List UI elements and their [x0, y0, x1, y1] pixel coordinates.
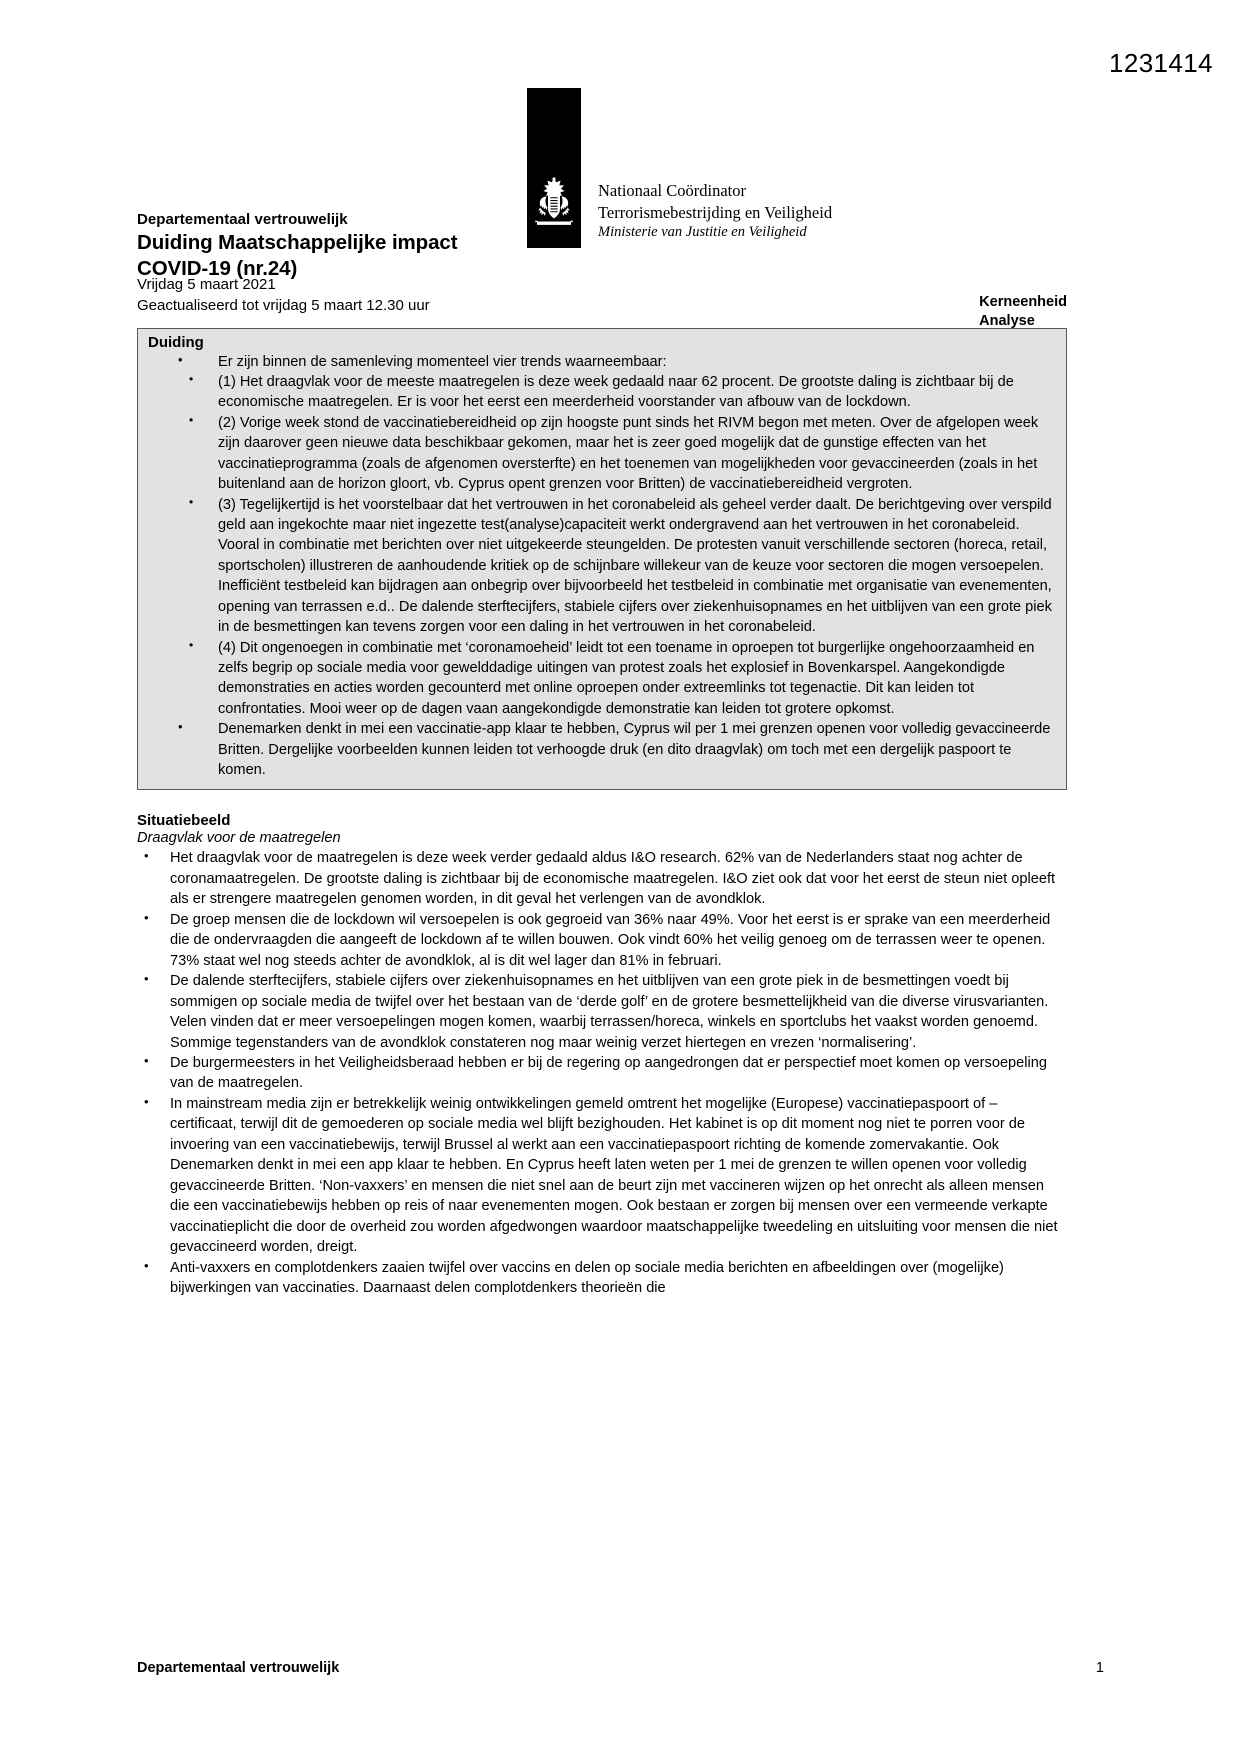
- title-block: [137, 211, 527, 282]
- page-footer: [137, 1660, 1104, 1676]
- list-item: [183, 495, 1056, 638]
- list-item-text: Er zijn binnen de samenleving momenteel vier trends waarneembaar:: [218, 353, 667, 370]
- duiding-list: [146, 352, 1056, 781]
- confidentiality-label: Departementaal vertrouwelijk: [137, 211, 348, 228]
- bullet-icon: •: [189, 494, 194, 509]
- list-item: [183, 413, 1056, 495]
- list-item-text: (1) Het draagvlak voor de meeste maatregelen is deze week gedaald naar 62 procent. De grootste daling is zichtbaar bij de economische maatregelen. Er is voor het eerst een meerderheid voorstander van afbouw van de lockdown.: [218, 374, 1014, 411]
- list-item: [146, 352, 1056, 720]
- logo-line-3: Ministerie van Justitie en Veiligheid: [598, 224, 807, 241]
- netherlands-coat-of-arms-icon: [527, 88, 581, 248]
- list-item: [146, 719, 1056, 780]
- bullet-icon: •: [144, 1093, 149, 1109]
- list-item-text: Denemarken denkt in mei een vaccinatie-app klaar te hebben, Cyprus wil per 1 mei grenzen openen voor volledig gevaccineerde Britten. Dergelijke voorbeelden kunnen leiden tot verhoogde druk (en dito draagvlak) om toch met een dergelijk paspoort te komen.: [218, 721, 1051, 779]
- issuing-unit-line-1: Kerneenheid: [979, 294, 1067, 310]
- list-item: [137, 848, 1067, 909]
- duiding-box: [137, 328, 1067, 791]
- bullet-icon: •: [144, 848, 149, 864]
- list-item: [137, 1053, 1067, 1094]
- document-date: Vrijdag 5 maart 2021: [137, 276, 276, 293]
- duiding-sublist: [189, 372, 1056, 719]
- situatiebeeld-list: [137, 848, 1067, 1298]
- document-meta: [137, 274, 1067, 330]
- list-item: [183, 372, 1056, 413]
- list-item-text: Het draagvlak voor de maatregelen is deze week verder gedaald aldus I&O research. 62% van de Nederlanders staat nog achter de coronamaatregelen. De grootste daling is zichtbaar bij de economische maatregelen. I&O ziet ook dat voor het eerst de steun niet opleeft als er strengere maatregelen genomen worden, in dit geval het verlengen van de avondklok.: [170, 850, 1056, 908]
- document-number: 1231414: [1108, 48, 1213, 78]
- list-item-text: (4) Dit ongenoegen in combinatie met ‘coronamoeheid’ leidt tot een toename in oproepen tot burgerlijke ongehoorzaamheid en zelfs begrip op sociale media voor gewelddadige uitingen van protest zoals het explosief in Bovenkarspel. Aangekondigde demonstraties en acties worden gecounterd met online oproepen onder extreemlinks tot tegenactie. Dit kan leiden tot confrontaties. Mooi weer op de dagen vaan aangekondigde demonstratie kan leiden tot grotere opkomst.: [218, 639, 1035, 717]
- list-item-text: De groep mensen die de lockdown wil versoepelen is ook gegroeid van 36% naar 49%. Voor het eerst is er sprake van een meerderheid die de ondervraagden die aangeeft de lockdown af te willen bouwen. Ook vindt 60% het veilig genoeg om de terrassen weer te openen. 73% staat wel nog steeds achter de avondklok, al is dit wel lager dan 81% in februari.: [170, 911, 1051, 969]
- issuing-unit: [979, 293, 1067, 332]
- list-item-text: (2) Vorige week stond de vaccinatiebereidheid op zijn hoogste punt sinds het RIVM begon met meten. Over de afgelopen week zijn daarover geen nieuwe data beschikbaar gekomen, maar het is zeer goed mogelijk dat de gunstige effecten van het vaccinatieprogramma (zoals de afgenomen oversterfte) en het toenemen van mogelijkheden voor gevaccineerden (zoals in het buitenland aan de horizon gloort, vb. Cyprus opent grenzen voor Britten) de vaccinatiebereidheid vergroten.: [218, 414, 1039, 493]
- footer-page-number: 1: [1095, 1660, 1104, 1676]
- situatiebeeld-subheading: Draagvlak voor de maatregelen: [137, 830, 341, 847]
- bullet-icon: •: [144, 1052, 149, 1068]
- bullet-icon: •: [189, 372, 194, 387]
- list-item-text: (3) Tegelijkertijd is het voorstelbaar dat het vertrouwen in het coronabeleid als geheel verder daalt. De berichtgeving over verspild geld aan ingekochte maar niet ingezette test(analyse)capaciteit werkt ondergravend aan het vertrouwen in het coronabeleid. Vooral in combinatie met berichten over niet uitgekeerde steungelden. De protesten vanuit verschillende sectoren (horeca, retail, sportscholen) illustreren de aanhoudende kritiek op de schijnbare willekeur van de keuze voor sectoren die mogen versoepelen. Inefficiënt testbeleid kan bijdragen aan onbegrip over bijvoorbeeld het testbeleid in combinatie met organisatie van evenementen, opening van terrassen e.d.. De dalende sterftecijfers, stabiele cijfers over ziekenhuisopnames en het uitblijven van een grote piek in de besmettingen kan tevens zorgen voor een daling in het vertrouwen in het coronabeleid.: [218, 496, 1052, 636]
- bullet-icon: •: [144, 971, 149, 987]
- document-content: [137, 88, 1067, 1298]
- duiding-heading: Duiding: [148, 333, 204, 351]
- bullet-icon: •: [144, 1257, 149, 1273]
- masthead: [137, 88, 1067, 281]
- list-item: [137, 1258, 1067, 1299]
- list-item: [137, 971, 1067, 1053]
- bullet-icon: •: [144, 909, 149, 925]
- situatiebeeld-section: [137, 812, 1067, 1298]
- list-item: [137, 910, 1067, 971]
- bullet-icon: •: [189, 637, 194, 652]
- list-item-text: De burgermeesters in het Veiligheidsberaad hebben er bij de regering op aangedrongen dat er perspectief moet komen op versoepeling van de maatregelen.: [170, 1054, 1048, 1092]
- bullet-icon: •: [189, 412, 194, 427]
- duiding-sublist-wrap: [189, 372, 1056, 719]
- list-item-text: De dalende sterftecijfers, stabiele cijfers over ziekenhuisopnames en het uitblijven van een grote piek in de besmettingen voedt bij sommigen op sociale media de twijfel over het bestaan van de ‘derde golf’ en de grotere besmettelijkheid van die diverse virusvarianten. Velen vinden dat er meer versoepelingen mogen komen, waarbij terrassen/horeca, winkels en sportclubs het vaakst worden genoemd. Sommige tegenstanders van de avondklok constateren nog maar weinig verzet hiertegen en vrezen ‘normalisering’.: [170, 973, 1049, 1051]
- list-item: [137, 1094, 1067, 1258]
- list-item-text: In mainstream media zijn er betrekkelijk weinig ontwikkelingen gemeld omtrent het mogelijke (Europese) vaccinatiepaspoort of – certificaat, terwijl dit de gemoederen op sociale media wel blijft bezighouden. Het kabinet is op dit moment nog niet te porren voor de invoering van een vaccinatiebewijs, terwijl Brussel al werkt aan een vaccinatiepaspoort richting de komende zomervakantie. Ook Denemarken denkt in mei een app klaar te hebben. En Cyprus heeft laten weten per 1 mei de grenzen te willen openen voor volledig gevaccineerde Britten. ‘Non-vaxxers’ en mensen die niet snel aan de beurt zijn met vaccineren wijzen op het onrecht als alleen mensen die een vaccinatiebewijs hebben op reis of naar evenementen mogen. Ook bestaan er zorgen bij mensen over een vermeende verkapte vaccinatieplicht die door de overheid zou worden afgedwongen waardoor maatschappelijke tweedeling en uitsluiting voor mensen die niet gevaccineerd worden, dreigt.: [170, 1095, 1058, 1256]
- situatiebeeld-heading: Situatiebeeld: [137, 812, 231, 830]
- page-title-line-1: Duiding Maatschappelijke impact: [137, 231, 458, 254]
- list-item: [183, 638, 1056, 720]
- logo-text: [598, 88, 832, 242]
- bullet-icon: •: [178, 351, 183, 367]
- footer-confidentiality: Departementaal vertrouwelijk: [137, 1660, 340, 1676]
- logo-line-1: Nationaal Coördinator: [598, 181, 747, 200]
- bullet-icon: •: [178, 719, 183, 735]
- issuing-unit-line-2: Analyse: [979, 313, 1035, 330]
- page-title-line-2: COVID-19 (nr.24): [137, 257, 298, 281]
- list-item-text: Anti-vaxxers en complotdenkers zaaien twijfel over vaccins en delen op sociale media berichten en afbeeldingen over (mogelijke) bijwerkingen van vaccinaties. Daarnaast delen complotdenkers theorieën die: [170, 1259, 1004, 1296]
- nctv-logo: [527, 88, 832, 248]
- logo-line-2: Terrorismebestrijding en Veiligheid: [598, 202, 833, 222]
- document-updated: Geactualiseerd tot vrijdag 5 maart 12.30 uur: [137, 297, 430, 315]
